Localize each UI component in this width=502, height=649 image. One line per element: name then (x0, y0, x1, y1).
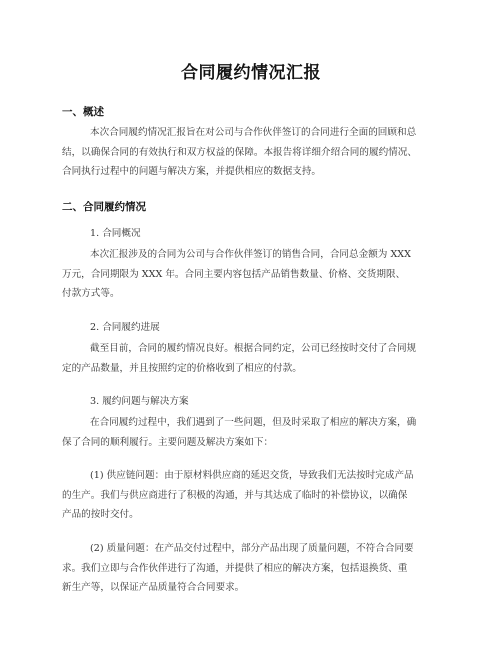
subsection-heading-overview: 1. 合同概况 (90, 228, 141, 239)
paragraph-line: 求。我们立即与合作伙伴进行了沟通，并提供了相应的解决方案，包括退换货、重 (62, 562, 408, 574)
contract-overview-paragraph (62, 245, 442, 304)
paragraph-line: 合同执行过程中的问题与解决方案，并提供相应的数据支持。 (62, 166, 322, 177)
paragraph-line: 付款方式等。 (62, 288, 120, 299)
overview-paragraph (62, 123, 442, 182)
paragraph-line: 本次汇报涉及的合同为公司与合作伙伴签订的销售合同，合同总金额为 XXX (90, 249, 411, 260)
progress-paragraph (62, 339, 442, 378)
paragraph-line: 万元，合同期限为 XXX 年。合同主要内容包括产品销售数量、价格、交货期限、 (62, 268, 406, 280)
paragraph-line: 结，以确保合同的有效执行和双方权益的保障。本报告将详细介绍合同的履约情况、 (62, 146, 417, 158)
issues-paragraph (62, 413, 442, 452)
paragraph-line: 的生产。我们与供应商进行了积极的沟通，并与其达成了临时的补偿协议，以确保 (62, 489, 408, 501)
paragraph-line: 在合同履约过程中，我们遇到了一些问题，但及时采取了相应的解决方案，确 (90, 417, 417, 428)
subsection-heading-progress: 2. 合同履约进展 (90, 322, 160, 333)
document-title: 合同履约情况汇报 (181, 63, 321, 83)
paragraph-line: (2) 质量问题：在产品交付过程中，部分产品出现了质量问题，不符合合同要 (90, 543, 414, 554)
section-heading-performance: 二、合同履约情况 (62, 201, 146, 213)
section-heading-overview: 一、概述 (62, 106, 104, 118)
paragraph-line: 定的产品数量，并且按照约定的价格收到了相应的付款。 (62, 362, 302, 374)
issue-item-supply-chain (62, 466, 442, 525)
paragraph-line: 产品的按时交付。 (62, 509, 139, 520)
issue-item-quality (62, 539, 442, 598)
paragraph-line: 新生产等，以保证产品质量符合合同要求。 (62, 582, 245, 593)
paragraph-line: 截至目前，合同的履约情况良好。根据合同约定，公司已经按时交付了合同规 (90, 343, 417, 354)
subsection-heading-issues: 3. 履约问题与解决方案 (90, 396, 189, 407)
paragraph-line: (1) 供应链问题：由于原材料供应商的延迟交货，导致我们无法按时完成产品 (90, 470, 414, 481)
paragraph-line: 本次合同履约情况汇报旨在对公司与合作伙伴签订的合同进行全面的回顾和总 (90, 127, 417, 138)
paragraph-line: 保了合同的顺利履行。主要问题及解决方案如下： (62, 436, 274, 448)
